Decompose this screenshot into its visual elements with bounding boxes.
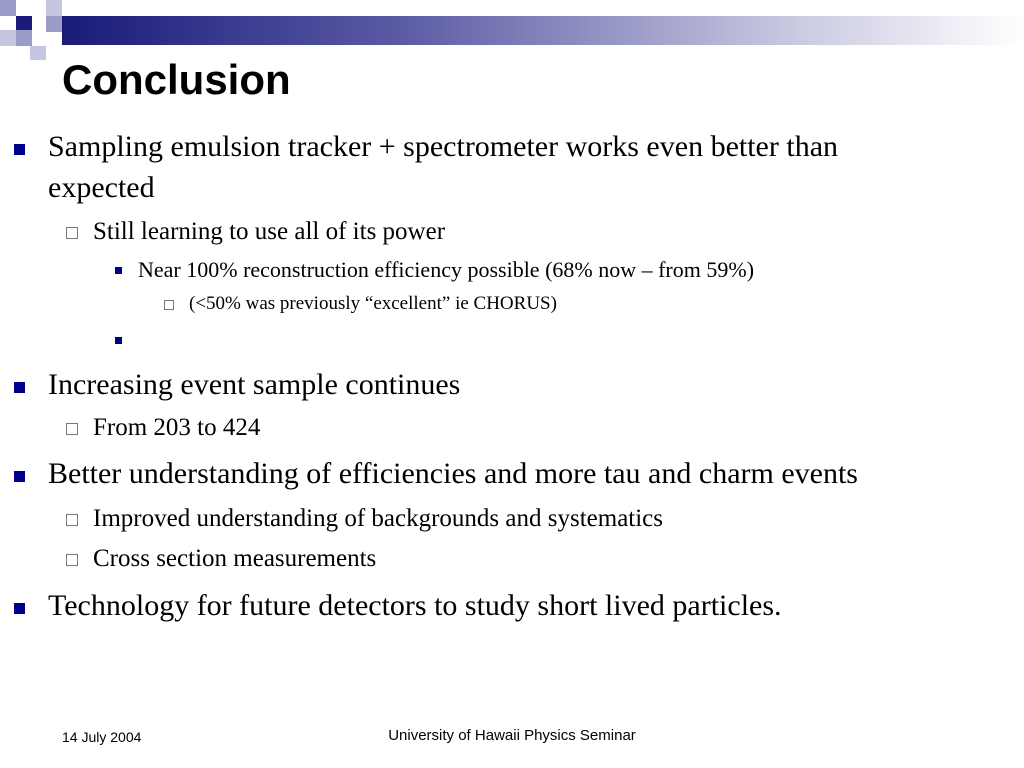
square-bullet-icon: [14, 382, 25, 393]
footer-title: University of Hawaii Physics Seminar: [388, 727, 636, 744]
square-bullet-icon: [14, 471, 25, 482]
header-square: [46, 0, 62, 16]
header-square: [46, 16, 62, 32]
bullet-text: Technology for future detectors to study short lived particles.: [48, 589, 782, 622]
sub-sub-bullet-text: Near 100% reconstruction efficiency possible (68% now – from 59%): [138, 257, 755, 282]
bullet-text: Sampling emulsion tracker + spectrometer works even better than: [48, 130, 839, 163]
square-bullet-icon: [14, 144, 25, 155]
bullet-text: Increasing event sample continues: [48, 368, 461, 401]
sub-bullet-text: Still learning to use all of its power: [93, 218, 446, 245]
header-square: [0, 30, 16, 46]
header-square: [30, 46, 46, 60]
header-gradient-band: [62, 16, 1024, 45]
square-bullet-icon: [115, 337, 122, 344]
header-square: [16, 16, 32, 32]
slide-title: Conclusion: [62, 56, 291, 103]
header-decoration: [0, 0, 1024, 60]
sub-bullet-text: Improved understanding of backgrounds and systematics: [93, 505, 664, 532]
sub-bullet-text: From 203 to 424: [93, 414, 261, 441]
hollow-square-bullet-icon: [66, 423, 78, 435]
level4-bullet-text: (<50% was previously “excellent” ie CHORUS): [189, 293, 557, 314]
hollow-square-bullet-icon: [66, 554, 78, 566]
hollow-square-bullet-icon: [66, 514, 78, 526]
footer-date: 14 July 2004: [62, 729, 142, 745]
header-square: [0, 0, 16, 16]
header-square: [16, 30, 32, 46]
square-bullet-icon: [14, 603, 25, 614]
hollow-square-bullet-icon: [164, 300, 174, 310]
hollow-square-bullet-icon: [66, 227, 78, 239]
square-bullet-icon: [115, 267, 122, 274]
bullet-text: expected: [48, 171, 155, 204]
sub-bullet-text: Cross section measurements: [93, 545, 377, 572]
bullet-text: Better understanding of efficiencies and more tau and charm events: [48, 457, 858, 490]
